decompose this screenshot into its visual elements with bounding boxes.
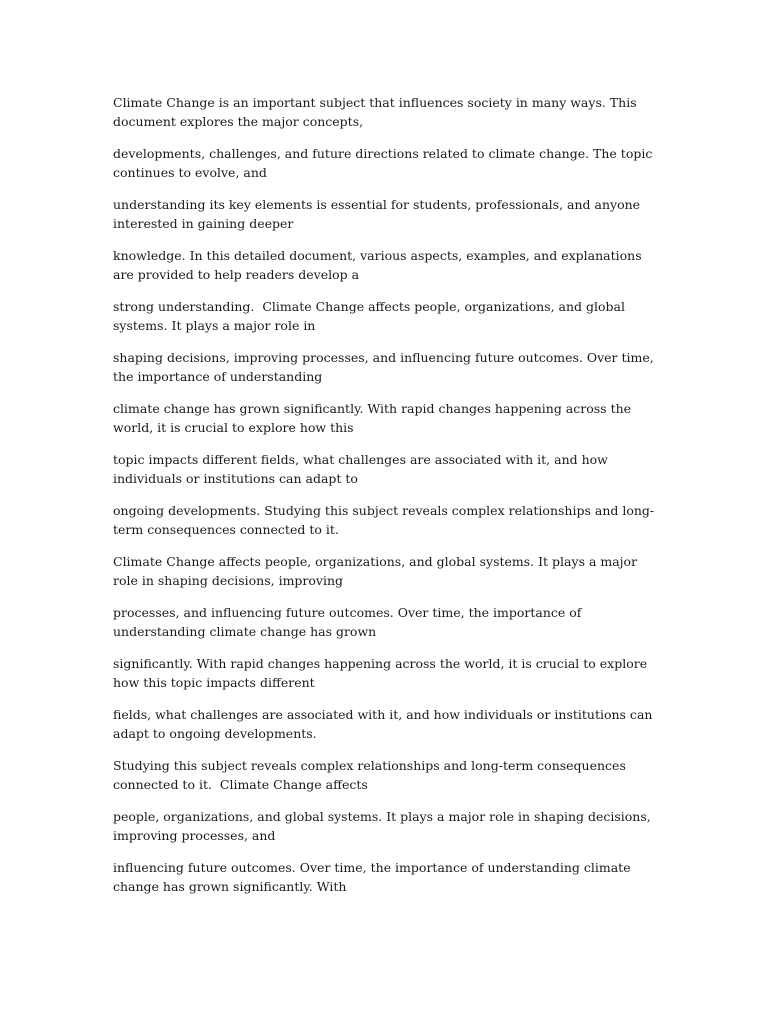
paragraph: significantly. With rapid changes happening across the world, it is crucial to explore how this topic impacts different xyxy=(113,656,652,690)
paragraph: Climate Change affects people, organizations, and global systems. It plays a major role in shaping decisions, improving xyxy=(113,554,642,588)
paragraph: processes, and influencing future outcomes. Over time, the importance of understanding climate change has grown xyxy=(113,605,586,639)
paragraph: Climate Change is an important subject that influences society in many ways. This document explores the major concepts, xyxy=(113,95,641,129)
paragraph: ongoing developments. Studying this subject reveals complex relationships and long-term consequences connected to it. xyxy=(113,503,655,537)
paragraph: shaping decisions, improving processes, and influencing future outcomes. Over time, the importance of understanding xyxy=(113,350,658,384)
paragraph: developments, challenges, and future directions related to climate change. The topic continues to evolve, and xyxy=(113,146,657,180)
document-body xyxy=(113,93,661,909)
paragraph: Studying this subject reveals complex relationships and long-term consequences connected to it. Climate Change affects xyxy=(113,758,630,792)
paragraph: influencing future outcomes. Over time, the importance of understanding climate change has grown significantly. With xyxy=(113,860,635,894)
paragraph: climate change has grown significantly. With rapid changes happening across the world, it is crucial to explore how this xyxy=(113,401,636,435)
paragraph: topic impacts different fields, what challenges are associated with it, and how individuals or institutions can adapt to xyxy=(113,452,612,486)
paragraph: knowledge. In this detailed document, various aspects, examples, and explanations are provided to help readers develop a xyxy=(113,248,646,282)
paragraph: people, organizations, and global systems. It plays a major role in shaping decisions, improving processes, and xyxy=(113,809,655,843)
paragraph: understanding its key elements is essential for students, professionals, and anyone interested in gaining deeper xyxy=(113,197,645,231)
paragraph: fields, what challenges are associated with it, and how individuals or institutions can adapt to ongoing developments. xyxy=(113,707,657,741)
paragraph: strong understanding. Climate Change affects people, organizations, and global systems. It plays a major role in xyxy=(113,299,629,333)
